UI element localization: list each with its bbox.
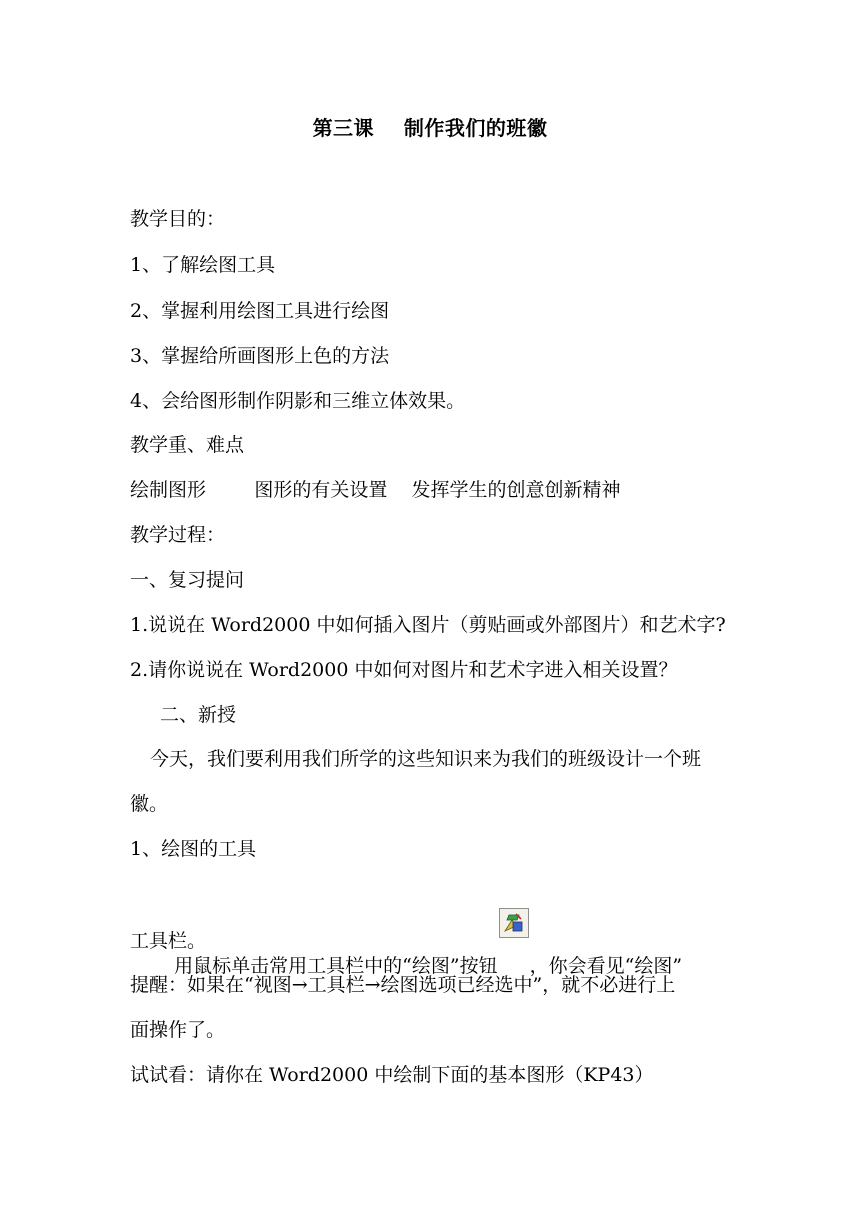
process-heading: 教学过程：: [130, 524, 226, 546]
instruction-text-after: ，你会看见“绘图”: [529, 955, 683, 977]
instruction-line-2: 工具栏。: [130, 930, 207, 952]
teaching-goals-heading: 教学目的：: [130, 208, 226, 230]
goal-item-1: 1、了解绘图工具: [130, 254, 276, 276]
goal-item-4: 4、会给图形制作阴影和三维立体效果。: [130, 390, 466, 412]
review-heading: 一、复习提问: [130, 569, 245, 591]
key-points-text: 绘制图形 图形的有关设置 发挥学生的创意创新精神: [130, 479, 621, 501]
new-lesson-heading: 二、新授: [160, 704, 237, 726]
key-points-heading: 教学重、难点: [130, 434, 245, 456]
goal-item-2: 2、掌握利用绘图工具进行绘图: [130, 300, 390, 322]
instruction-text-before: 用鼠标单击常用工具栏中的“绘图”按钮: [174, 955, 498, 977]
reminder-line-2: 面操作了。: [130, 1019, 226, 1041]
drawing-tools-heading: 1、绘图的工具: [130, 838, 257, 860]
intro-paragraph-line-1: 今天，我们要利用我们所学的这些知识来为我们的班级设计一个班: [150, 748, 702, 770]
drawing-toolbar-icon: [499, 908, 529, 938]
goal-item-3: 3、掌握给所画图形上色的方法: [130, 345, 390, 367]
intro-paragraph-line-2: 徽。: [130, 793, 169, 815]
review-question-1: 1.说说在 Word2000 中如何插入图片（剪贴画或外部图片）和艺术字?: [130, 614, 726, 636]
drawing-shapes-icon: [502, 911, 526, 935]
lesson-title: 第三课 制作我们的班徽: [312, 116, 548, 140]
review-question-2: 2.请你说说在 Word2000 中如何对图片和艺术字进入相关设置？: [130, 659, 678, 681]
reminder-line-1: 提醒：如果在“视图→工具栏→绘图选项已经选中”，就不必进行上: [130, 974, 676, 996]
try-it-line: 试试看：请你在 Word2000 中绘制下面的基本图形（KP43）: [130, 1064, 654, 1086]
